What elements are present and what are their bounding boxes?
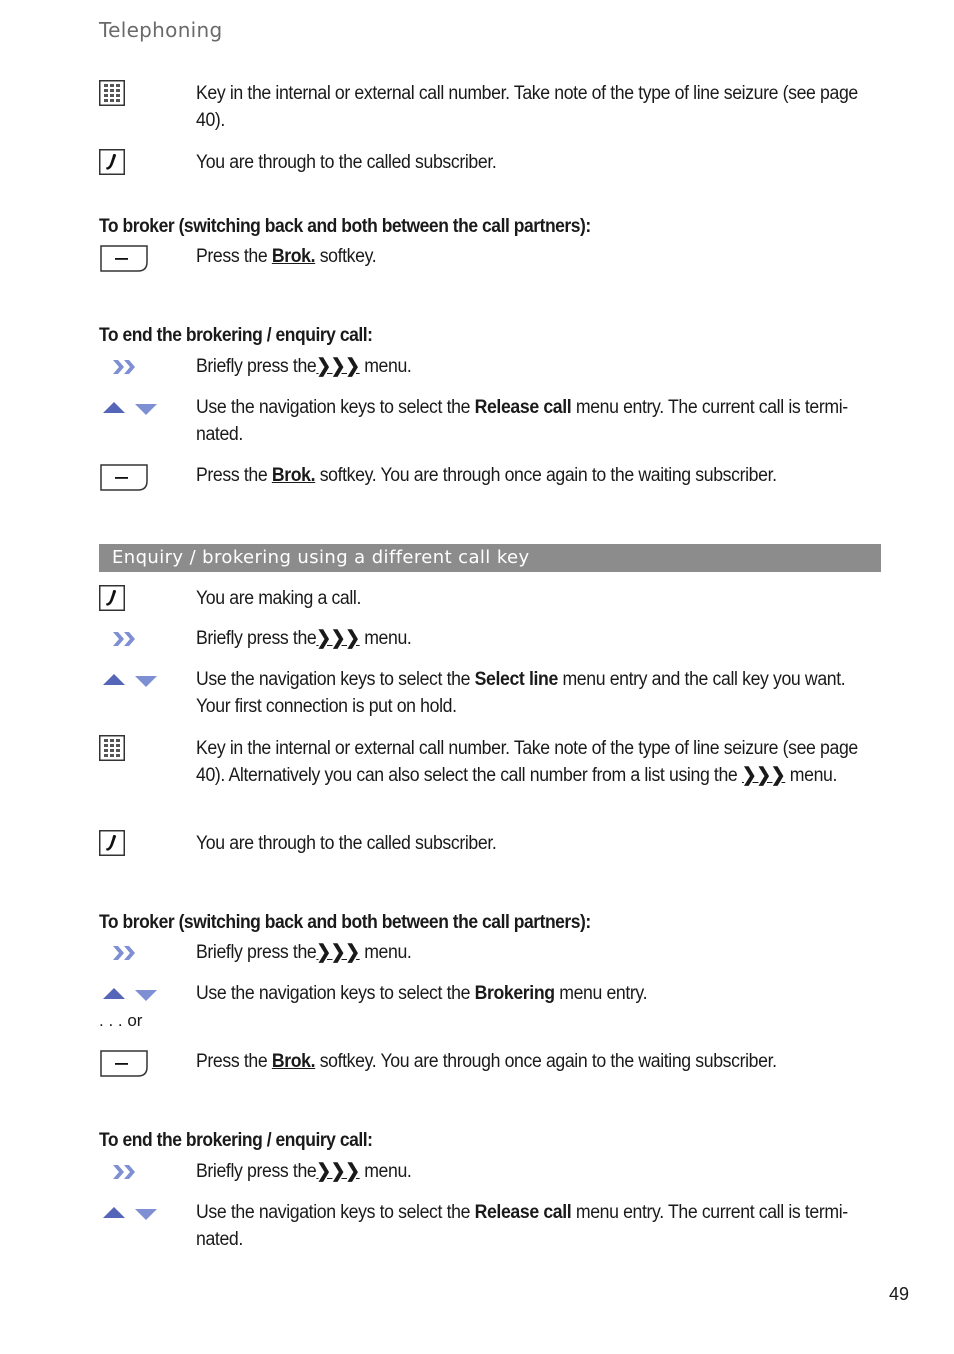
softkey-icon [99, 243, 149, 273]
handset-icon [99, 585, 125, 611]
menu-glyph: ❯❯❯ [316, 356, 360, 377]
section-heading-broker: To broker (switching back and both between the call partners): [99, 912, 591, 933]
brokering-entry: Brokering [474, 983, 555, 1004]
step-text: Use the navigation keys to select the Release call menu entry. The current call is termi-nated. [196, 1202, 848, 1250]
menu-glyph: ❯❯❯ [316, 942, 360, 963]
step-text: Briefly press the❯❯❯ menu. [196, 942, 412, 963]
navigation-up-down-icon [99, 984, 161, 1004]
menu-chevrons-icon [111, 943, 139, 963]
step-text: Briefly press the❯❯❯ menu. [196, 628, 412, 649]
menu-glyph: ❯❯❯ [316, 628, 360, 649]
section-heading-end: To end the brokering / enquiry call: [99, 1130, 373, 1151]
step-text: You are through to the called subscriber. [196, 833, 497, 854]
brok-softkey-label: Brok. [271, 246, 316, 267]
step-text: You are through to the called subscriber. [196, 152, 497, 173]
handset-icon [99, 149, 125, 175]
step-text: Briefly press the❯❯❯ menu. [196, 356, 412, 377]
step-text: Press the Brok. softkey. [196, 246, 377, 267]
menu-glyph: ❯❯❯ [741, 765, 786, 786]
section-heading-broker: To broker (switching back and both between the call partners): [99, 216, 591, 237]
menu-chevrons-icon [111, 357, 139, 377]
step-text: You are making a call. [196, 588, 362, 609]
step-text: Key in the internal or external call number. Take note of the type of line seizure (see page 40). Alternatively you can also select the call number from a list using the ❯❯❯ menu. [196, 738, 858, 786]
brok-softkey-label: Brok. [271, 465, 316, 486]
keypad-icon [99, 80, 125, 106]
keypad-icon [99, 735, 125, 761]
brok-softkey-label: Brok. [271, 1051, 316, 1072]
step-text: Press the Brok. softkey. You are through once again to the waiting subscriber. [196, 465, 777, 486]
navigation-up-down-icon [99, 398, 161, 418]
section-title-bar: Enquiry / brokering using a different call key [99, 544, 881, 572]
navigation-up-down-icon [99, 670, 161, 690]
running-head: Telephoning [99, 18, 223, 42]
menu-chevrons-icon [111, 629, 139, 649]
softkey-icon [99, 462, 149, 492]
menu-chevrons-icon [111, 1162, 139, 1182]
step-text: Use the navigation keys to select the Brokering menu entry. [196, 983, 648, 1004]
navigation-up-down-icon [99, 1203, 161, 1223]
step-text: Press the Brok. softkey. You are through once again to the waiting subscriber. [196, 1051, 777, 1072]
softkey-icon [99, 1048, 149, 1078]
handset-icon [99, 830, 125, 856]
step-text: Briefly press the❯❯❯ menu. [196, 1161, 412, 1182]
release-call-entry: Release call [474, 1202, 572, 1223]
menu-glyph: ❯❯❯ [316, 1161, 360, 1182]
section-heading-end: To end the brokering / enquiry call: [99, 325, 373, 346]
step-text: Use the navigation keys to select the Release call menu entry. The current call is termi-nated. [196, 397, 848, 445]
page-number: 49 [889, 1284, 910, 1304]
step-text: Key in the internal or external call number. Take note of the type of line seizure (see page 40). [196, 83, 858, 131]
or-label: . . . or [99, 1011, 143, 1030]
release-call-entry: Release call [474, 397, 572, 418]
select-line-entry: Select line [474, 669, 558, 690]
step-text: Use the navigation keys to select the Select line menu entry and the call key you want. Your first connection is put on hold. [196, 669, 846, 717]
